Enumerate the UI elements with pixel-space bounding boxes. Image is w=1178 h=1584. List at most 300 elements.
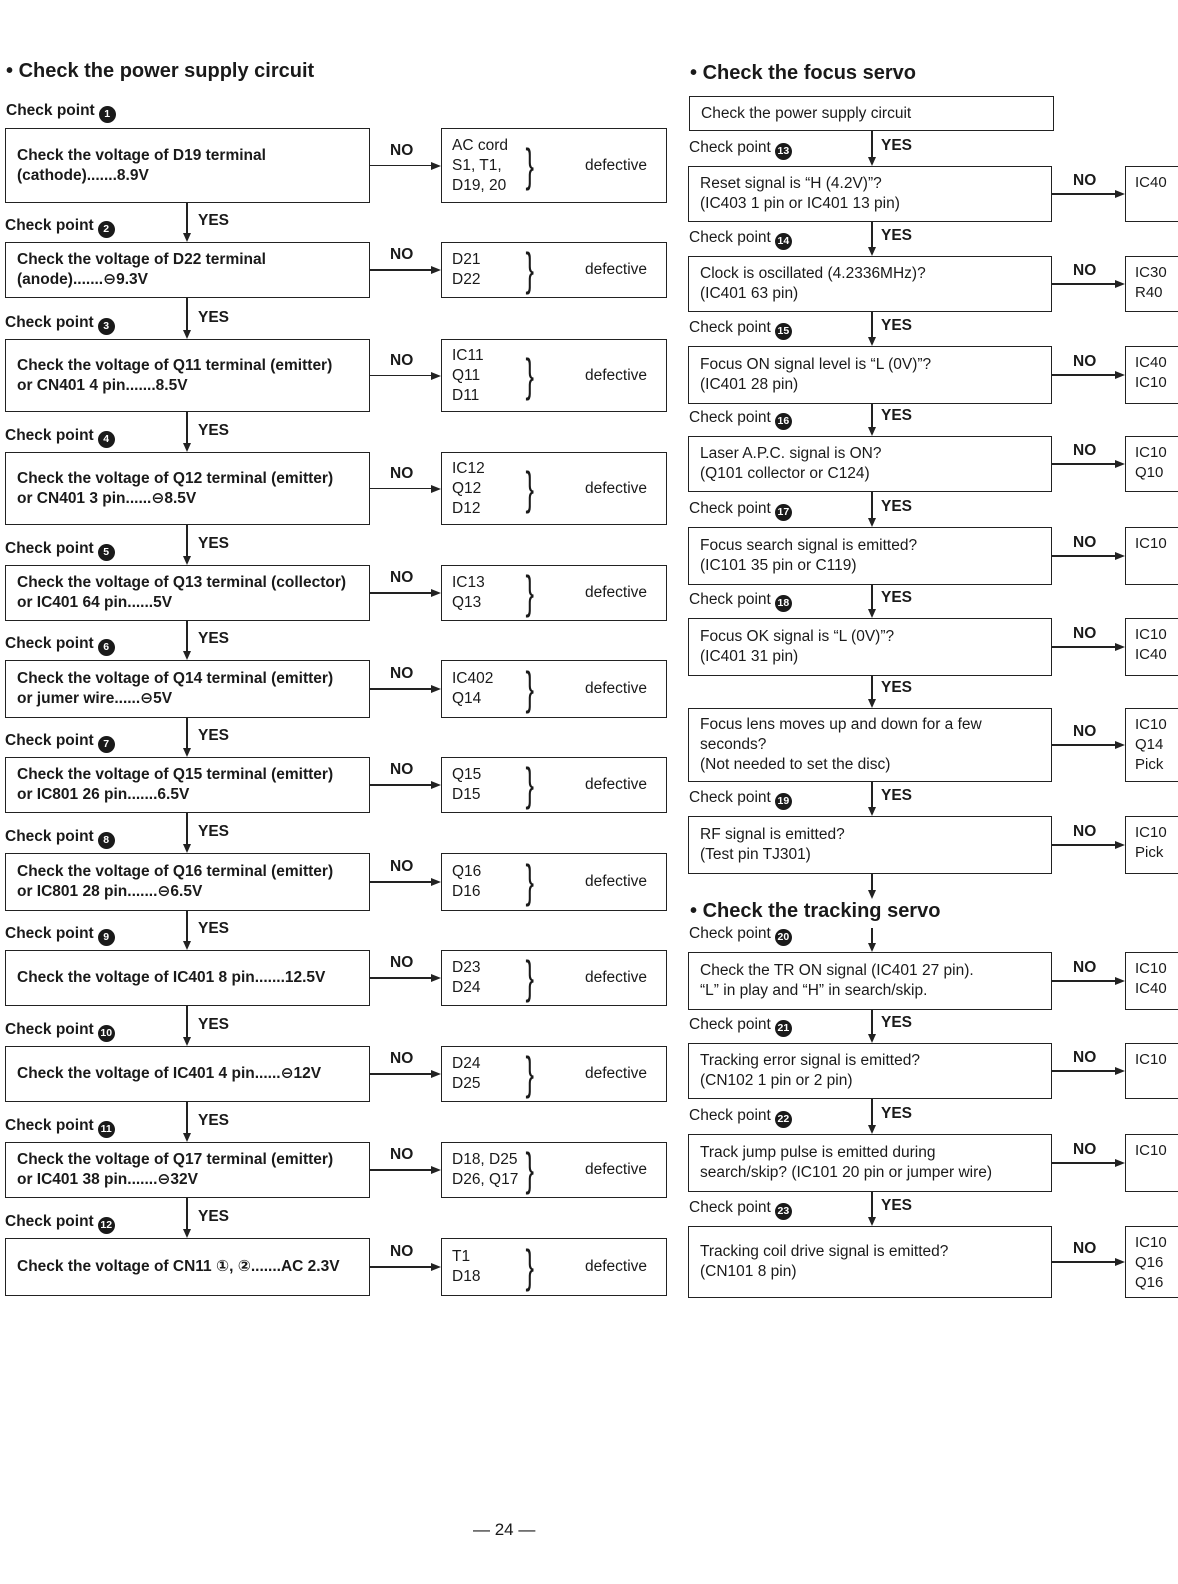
yes-label: YES (198, 727, 230, 744)
no-label: NO (1073, 353, 1097, 370)
arrow-down (183, 651, 191, 660)
defective-parts-box (441, 757, 667, 813)
yes-label: YES (198, 1208, 230, 1225)
parts-list: D21 D22 (452, 251, 481, 288)
yes-label: YES (881, 137, 913, 154)
parts-list: IC13 Q13 (452, 574, 485, 611)
check-point-label: Check point (689, 789, 771, 806)
arrow-down (183, 844, 191, 853)
arrow-down (868, 807, 876, 816)
result-parts-box (1125, 952, 1178, 1010)
check-text: Focus search signal is emitted? (IC101 35 pin or C119) (700, 537, 918, 574)
arrow-down (868, 943, 876, 952)
arrow-right (431, 1070, 441, 1078)
flow-line (186, 412, 188, 444)
focus-start-box (689, 96, 1054, 131)
no-line (1052, 555, 1115, 557)
arrow-right (1115, 1258, 1125, 1266)
check-text: Clock is oscillated (4.2336MHz)? (IC401 63 pin) (700, 265, 926, 302)
result-parts-text: IC10 Q10 (1135, 444, 1167, 481)
flow-line (186, 718, 188, 749)
arrow-down (868, 699, 876, 708)
check-box (5, 1046, 370, 1102)
focus-start-text: Check the power supply circuit (701, 104, 912, 122)
check-point-1 (6, 102, 116, 123)
check-point-17 (689, 500, 792, 521)
tracking-servo-heading-text: Check the tracking servo (702, 900, 941, 922)
no-line (1052, 980, 1115, 982)
no-label: NO (390, 1146, 414, 1163)
defective-label: defective (585, 1258, 648, 1275)
check-point-label: Check point (5, 635, 94, 652)
brace: } (525, 243, 534, 296)
arrow-down (183, 330, 191, 339)
check-point-label: Check point (689, 229, 771, 246)
check-point-13 (689, 139, 792, 160)
defective-parts-box (441, 660, 667, 718)
no-label: NO (390, 665, 414, 682)
parts-list: IC12 Q12 D12 (452, 459, 485, 517)
check-point-19 (689, 789, 792, 810)
no-label: NO (390, 351, 414, 369)
result-parts-box (1125, 166, 1178, 222)
no-label: NO (390, 761, 414, 778)
defective-label: defective (585, 776, 648, 793)
check-text: RF signal is emitted? (Test pin TJ301) (700, 826, 845, 863)
no-line (370, 1169, 431, 1171)
arrow-down (183, 443, 191, 452)
result-parts-text: IC10 (1135, 1142, 1167, 1159)
flow-line (871, 1010, 873, 1035)
power-supply-heading: • Check the power supply circuit (6, 60, 315, 82)
focus-servo-heading-text: Check the focus servo (702, 62, 916, 84)
check-point-number: 19 (775, 793, 792, 810)
arrow-right (431, 974, 441, 982)
flow-line (186, 1198, 188, 1230)
check-point-label: Check point (689, 1107, 771, 1124)
check-point-12 (5, 1213, 115, 1234)
yes-label: YES (881, 787, 913, 804)
arrow-down (183, 1133, 191, 1142)
yes-label: YES (198, 630, 230, 647)
check-point-label: Check point (5, 540, 94, 557)
flow-line (186, 298, 188, 331)
no-line (1052, 193, 1115, 195)
no-line (370, 165, 431, 167)
no-line (370, 488, 431, 490)
defective-parts-box (441, 242, 667, 298)
brace: } (525, 758, 534, 811)
flow-line (871, 492, 873, 519)
parts-list: AC cord S1, T1, D19, 20 (452, 136, 508, 194)
no-label: NO (1073, 723, 1097, 740)
parts-list: D23 D24 (452, 959, 481, 996)
no-label: NO (1073, 534, 1097, 551)
arrow-down (183, 748, 191, 757)
no-label: NO (1073, 1240, 1097, 1257)
flow-line (871, 782, 873, 808)
result-parts-text: IC30 R40 (1135, 264, 1167, 301)
parts-list: IC11 Q11 D11 (452, 346, 484, 404)
defective-label: defective (585, 1161, 648, 1178)
arrow-right (1115, 552, 1125, 560)
yes-label: YES (881, 407, 913, 424)
no-label: NO (1073, 442, 1097, 459)
yes-label: YES (881, 1105, 913, 1122)
check-point-label: Check point (5, 427, 94, 444)
arrow-right (1115, 371, 1125, 379)
check-text: Check the TR ON signal (IC401 27 pin). “L” in play and “H” in search/skip. (700, 962, 974, 999)
check-box (5, 1142, 370, 1198)
check-box (5, 950, 370, 1006)
arrow-down (183, 1037, 191, 1046)
yes-label: YES (881, 1014, 913, 1031)
defective-label: defective (585, 479, 648, 497)
check-point-number: 20 (775, 929, 792, 946)
arrow-down (868, 1125, 876, 1134)
check-point-label: Check point (689, 139, 771, 156)
no-label: NO (390, 1243, 414, 1260)
check-box (688, 527, 1052, 585)
yes-label: YES (198, 1112, 230, 1129)
check-point-5 (5, 540, 115, 561)
result-parts-box (1125, 1134, 1178, 1192)
check-box (688, 256, 1052, 312)
check-point-label: Check point (5, 828, 94, 845)
check-point-number: 3 (98, 318, 115, 335)
brace: } (525, 348, 534, 401)
check-point-label: Check point (5, 1213, 94, 1230)
yes-label: YES (198, 309, 230, 326)
no-line (1052, 463, 1115, 465)
flow-line (871, 1192, 873, 1218)
check-box (688, 708, 1052, 782)
no-line (370, 375, 431, 377)
no-line (1052, 844, 1115, 846)
check-point-number: 8 (98, 832, 115, 849)
check-point-6 (5, 635, 115, 656)
result-parts-text: IC10 IC40 (1135, 960, 1167, 997)
yes-label: YES (198, 823, 230, 840)
arrow-down (868, 157, 876, 166)
check-point-7 (5, 732, 115, 753)
flow-line (871, 928, 873, 944)
check-point-label: Check point (689, 500, 771, 517)
defective-label: defective (585, 156, 648, 174)
check-point-3 (5, 314, 115, 335)
check-point-label: Check point (5, 314, 94, 331)
check-text: Tracking coil drive signal is emitted? (CN101 8 pin) (700, 1243, 949, 1280)
arrow-down (868, 1034, 876, 1043)
arrow-right (431, 485, 441, 493)
arrow-right (1115, 280, 1125, 288)
no-line (1052, 1261, 1115, 1263)
flow-line (186, 1006, 188, 1038)
parts-list: Q15 D15 (452, 766, 482, 803)
check-point-label: Check point (689, 409, 771, 426)
yes-label: YES (881, 317, 913, 334)
brace: } (525, 951, 534, 1004)
result-parts-text: IC10 Pick (1135, 824, 1167, 861)
check-box (688, 1043, 1052, 1099)
power-supply-heading-text: Check the power supply circuit (18, 60, 315, 82)
check-text: Check the voltage of Q17 terminal (emitter) or IC401 38 pin.......⊖32V (17, 1151, 334, 1188)
check-point-15 (689, 319, 792, 340)
check-text: Focus OK signal is “L (0V)”? (IC401 31 pin) (700, 628, 895, 665)
yes-label: YES (198, 422, 230, 439)
defective-label: defective (585, 969, 648, 986)
check-box (688, 618, 1052, 676)
check-text: Check the voltage of IC401 4 pin......⊖12V (17, 1065, 322, 1082)
check-box (688, 1134, 1052, 1192)
no-line (1052, 283, 1115, 285)
no-line (370, 688, 431, 690)
check-point-number: 11 (98, 1121, 115, 1138)
check-point-number: 5 (98, 544, 115, 561)
defective-label: defective (585, 680, 648, 697)
check-point-number: 9 (98, 929, 115, 946)
check-point-number: 15 (775, 323, 792, 340)
result-parts-text: IC40 (1135, 174, 1167, 191)
arrow-down (868, 337, 876, 346)
arrow-right (431, 266, 441, 274)
arrow-right (431, 589, 441, 597)
arrow-right (1115, 977, 1125, 985)
result-parts-text: IC10 IC40 (1135, 626, 1167, 663)
check-point-label: Check point (5, 1021, 94, 1038)
yes-label: YES (881, 498, 913, 515)
result-parts-box (1125, 708, 1178, 782)
no-label: NO (390, 954, 414, 971)
flow-line (871, 585, 873, 610)
check-point-9 (5, 925, 115, 946)
arrow-down (868, 247, 876, 256)
no-label: NO (390, 1050, 414, 1067)
yes-label: YES (198, 920, 230, 937)
brace: } (525, 1143, 534, 1196)
check-point-label: Check point (5, 732, 94, 749)
check-text: Check the voltage of Q15 terminal (emitter) or IC801 26 pin.......6.5V (17, 766, 334, 803)
check-box (688, 346, 1052, 404)
no-line (370, 1266, 431, 1268)
check-point-label: Check point (5, 217, 94, 234)
flow-line (186, 525, 188, 557)
no-label: NO (390, 246, 414, 263)
result-parts-box (1125, 816, 1178, 874)
check-text: Check the voltage of D22 terminal (anode).......⊖9.3V (17, 251, 266, 288)
no-label: NO (390, 141, 414, 159)
defective-parts-box (441, 853, 667, 911)
result-parts-text: IC10 (1135, 535, 1167, 552)
arrow-right (431, 781, 441, 789)
defective-parts-box (441, 1238, 667, 1296)
result-parts-box (1125, 436, 1178, 492)
check-text: Reset signal is “H (4.2V)”? (IC403 1 pin or IC401 13 pin) (700, 175, 900, 212)
flow-line (871, 1099, 873, 1126)
check-point-23 (689, 1199, 792, 1220)
arrow-right (431, 162, 441, 170)
check-point-21 (689, 1016, 792, 1037)
check-text: Check the voltage of Q12 terminal (emitter) or CN401 3 pin......⊖8.5V (17, 469, 334, 507)
no-line (1052, 646, 1115, 648)
no-label: NO (390, 569, 414, 586)
check-point-label: Check point (689, 1199, 771, 1216)
flow-line (186, 911, 188, 942)
tracking-servo-heading: • Check the tracking servo (690, 900, 941, 922)
result-parts-text: IC10 Q16 Q16 (1135, 1234, 1167, 1291)
arrow-right (1115, 741, 1125, 749)
focus-servo-heading: • Check the focus servo (690, 62, 916, 84)
check-box (5, 242, 370, 298)
flow-line (871, 404, 873, 428)
parts-list: T1 D18 (452, 1248, 481, 1285)
no-line (370, 269, 431, 271)
check-text: Check the voltage of D19 terminal (cathode).......8.9V (17, 146, 266, 184)
result-parts-box (1125, 1226, 1178, 1298)
flow-line (871, 676, 873, 700)
check-point-number: 6 (98, 639, 115, 656)
flow-line (871, 312, 873, 338)
flow-line (186, 1102, 188, 1134)
check-point-number: 14 (775, 233, 792, 250)
check-point-number: 18 (775, 595, 792, 612)
no-line (1052, 1162, 1115, 1164)
check-point-10 (5, 1021, 115, 1042)
check-point-4 (5, 427, 115, 448)
check-point-number: 4 (98, 431, 115, 448)
yes-label: YES (881, 589, 913, 606)
check-point-label: Check point (5, 1117, 94, 1134)
no-line (370, 784, 431, 786)
no-label: NO (390, 464, 414, 482)
no-label: NO (1073, 172, 1097, 189)
check-text: Check the voltage of IC401 8 pin.......12.5V (17, 969, 326, 986)
check-point-number: 16 (775, 413, 792, 430)
check-point-label: Check point (689, 319, 771, 336)
yes-label: YES (881, 679, 913, 696)
defective-parts-box (441, 1142, 667, 1198)
no-line (1052, 744, 1115, 746)
no-label: NO (1073, 625, 1097, 642)
check-box (5, 757, 370, 813)
check-text: Check the voltage of Q14 terminal (emitter) or jumer wire......⊖5V (17, 670, 334, 707)
defective-parts-box (441, 339, 667, 412)
defective-label: defective (585, 366, 648, 384)
check-point-11 (5, 1117, 115, 1138)
arrow-down (868, 890, 876, 899)
parts-list: D18, D25 D26, Q17 (452, 1151, 519, 1188)
arrow-right (431, 1263, 441, 1271)
parts-list: Q16 D16 (452, 863, 482, 900)
arrow-down (868, 518, 876, 527)
arrow-down (183, 233, 191, 242)
check-point-label: Check point (689, 925, 771, 942)
no-label: NO (390, 858, 414, 875)
check-point-number: 2 (98, 221, 115, 238)
check-point-number: 7 (98, 736, 115, 753)
no-line (1052, 374, 1115, 376)
result-parts-box (1125, 256, 1178, 312)
check-point-label: Check point (6, 102, 95, 119)
result-parts-box (1125, 1043, 1178, 1099)
check-point-8 (5, 828, 115, 849)
check-point-16 (689, 409, 792, 430)
defective-label: defective (585, 873, 648, 890)
arrow-right (1115, 1159, 1125, 1167)
check-point-number: 21 (775, 1020, 792, 1037)
yes-label: YES (198, 212, 230, 229)
result-parts-box (1125, 618, 1178, 676)
check-text: Focus lens moves up and down for a few seconds? (Not needed to set the disc) (700, 716, 982, 773)
check-point-label: Check point (689, 591, 771, 608)
defective-parts-box (441, 452, 667, 525)
check-box (688, 952, 1052, 1010)
brace: } (525, 855, 534, 908)
parts-list: D24 D25 (452, 1055, 481, 1092)
check-box (688, 436, 1052, 492)
arrow-down (183, 556, 191, 565)
flow-line (186, 203, 188, 234)
flow-line (871, 874, 873, 890)
yes-label: YES (881, 227, 913, 244)
check-box (5, 565, 370, 621)
no-label: NO (1073, 262, 1097, 279)
no-label: NO (1073, 823, 1097, 840)
arrow-right (431, 372, 441, 380)
check-box (688, 816, 1052, 874)
check-text: Check the voltage of Q13 terminal (collector) or IC401 64 pin......5V (17, 574, 347, 611)
flow-line (186, 621, 188, 652)
brace: } (525, 566, 534, 619)
check-point-label: Check point (5, 925, 94, 942)
yes-label: YES (881, 1197, 913, 1214)
check-text: Check the voltage of CN11 ①, ②.......AC 2.3V (17, 1258, 340, 1275)
no-line (370, 1073, 431, 1075)
check-point-number: 13 (775, 143, 792, 160)
flow-line (871, 222, 873, 248)
no-label: NO (1073, 1049, 1097, 1066)
check-point-22 (689, 1107, 792, 1128)
flow-line (186, 813, 188, 845)
no-label: NO (1073, 1141, 1097, 1158)
yes-label: YES (198, 1016, 230, 1033)
brace: } (525, 461, 534, 514)
check-point-14 (689, 229, 792, 250)
arrow-down (183, 941, 191, 950)
defective-parts-box (441, 1046, 667, 1102)
arrow-down (868, 609, 876, 618)
check-text: Check the voltage of Q11 terminal (emitter) or CN401 4 pin.......8.5V (17, 356, 333, 394)
arrow-right (1115, 841, 1125, 849)
brace: } (525, 1240, 534, 1293)
brace: } (525, 138, 534, 191)
check-point-number: 17 (775, 504, 792, 521)
check-text: Focus ON signal level is “L (0V)”? (IC401 28 pin) (700, 356, 932, 393)
arrow-right (1115, 643, 1125, 651)
check-point-number: 22 (775, 1111, 792, 1128)
check-point-number: 1 (99, 106, 116, 123)
check-point-2 (5, 217, 115, 238)
no-line (370, 977, 431, 979)
result-parts-text: IC10 Q14 Pick (1135, 716, 1167, 773)
arrow-down (868, 427, 876, 436)
no-line (370, 592, 431, 594)
check-box (688, 166, 1052, 222)
result-parts-text: IC10 (1135, 1051, 1167, 1068)
check-box (5, 452, 370, 525)
brace: } (525, 662, 534, 715)
check-text: Laser A.P.C. signal is ON? (Q101 collector or C124) (700, 445, 882, 482)
